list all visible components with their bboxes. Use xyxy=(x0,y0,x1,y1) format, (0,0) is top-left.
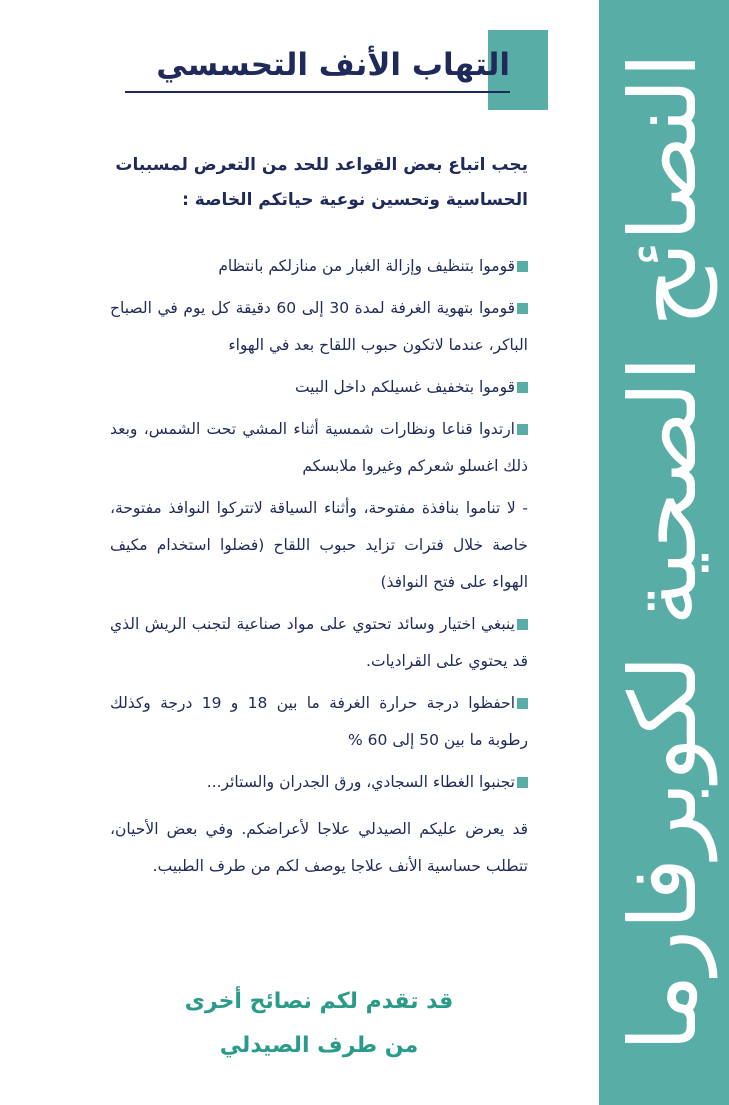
list-item-text: قوموا بتنظيف وإزالة الغبار من منازلكم بانتظام xyxy=(218,257,515,275)
square-bullet-icon xyxy=(517,382,528,393)
list-item-text: قوموا بتهوية الغرفة لمدة 30 إلى 60 دقيقة كل يوم في الصباح الباكر، عندما لاتكون حبوب اللقاح بعد في الهواء xyxy=(110,299,528,354)
list-item xyxy=(110,369,528,406)
side-banner xyxy=(599,0,729,1105)
list-item xyxy=(110,685,528,759)
footer-line-2: من طرف الصيدلي xyxy=(219,1033,419,1058)
list-item xyxy=(110,764,528,801)
square-bullet-icon xyxy=(517,261,528,272)
square-bullet-icon xyxy=(517,619,528,630)
advice-content xyxy=(110,148,528,885)
list-item xyxy=(110,606,528,680)
list-item xyxy=(110,411,528,485)
page-title: التهاب الأنف التحسسي xyxy=(156,47,510,83)
square-bullet-icon xyxy=(517,777,528,788)
list-item-text: ينبغي اختيار وسائد تحتوي على مواد صناعية لتجنب الريش الذي قد يحتوي على القراديات. xyxy=(110,615,528,670)
square-bullet-icon xyxy=(517,303,528,314)
list-item xyxy=(110,248,528,285)
intro-text: يجب اتباع بعض القواعد للحد من التعرض لمسببات الحساسية وتحسين نوعية حياتكم الخاصة : xyxy=(115,155,528,210)
list-item xyxy=(110,290,528,364)
footer-line-1: قد تقدم لكم نصائح أخرى xyxy=(184,989,454,1014)
list-item-text: ارتدوا قناعا ونظارات شمسية أثناء المشي تحت الشمس، وبعد ذلك اغسلو شعركم وغيروا ملابسكم xyxy=(110,420,528,475)
list-item-text: - لا تناموا بنافذة مفتوحة، وأثناء السياقة لاتتركوا النوافذ مفتوحة، خاصة خلال فترات تزايد حبوب اللقاح (فضلوا استخدام مكيف الهواء على فتح النوافذ) xyxy=(110,499,528,591)
square-bullet-icon xyxy=(517,424,528,435)
square-bullet-icon xyxy=(517,698,528,709)
closing-text: قد يعرض عليكم الصيدلي علاجا لأعراضكم. وفي بعض الأحيان، تتطلب حساسية الأنف علاجا يوصف لكم من طرف الطبيب. xyxy=(110,820,528,875)
footer-note xyxy=(110,980,528,1068)
list-item xyxy=(110,490,528,601)
list-item-text: قوموا بتخفيف غسيلكم داخل البيت xyxy=(294,378,515,396)
list-item-text: احفظوا درجة حرارة الغرفة ما بين 18 و 19 درجة وكذلك رطوبة ما بين 50 إلى 60 % xyxy=(110,694,528,749)
side-title: النصائح الصحية لكوبرفارما xyxy=(610,52,717,1052)
list-item-text: تجنبوا الغطاء السجادي، ورق الجدران والستائر... xyxy=(206,773,515,791)
title-underline xyxy=(125,91,510,93)
